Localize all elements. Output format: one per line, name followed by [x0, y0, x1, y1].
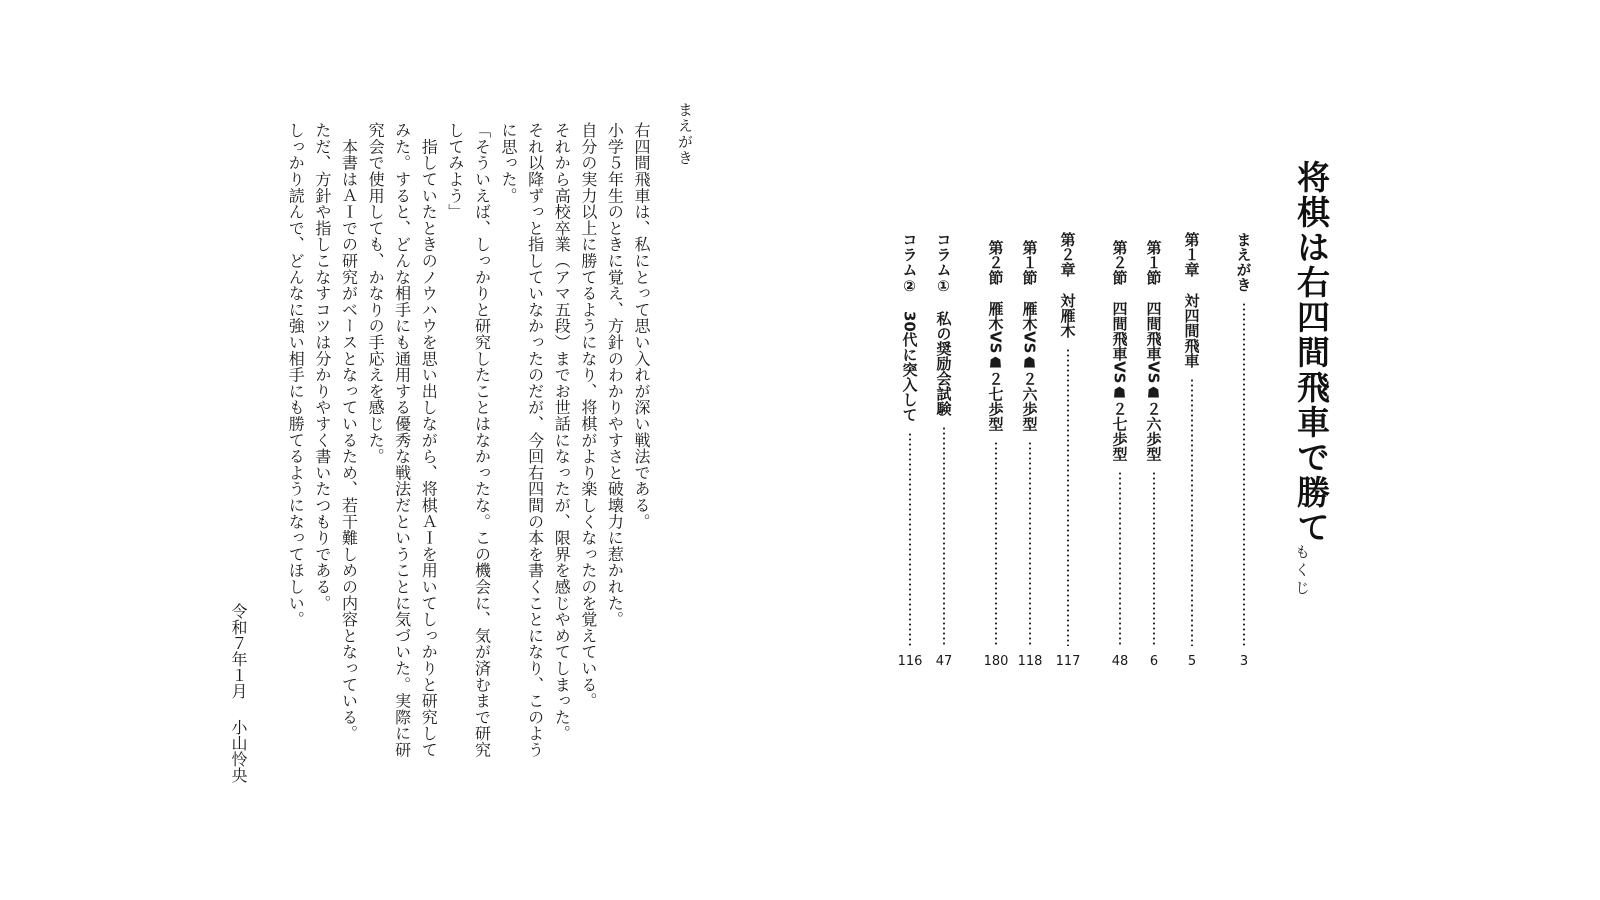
dot-leader [1119, 471, 1121, 646]
dot-leader [1029, 441, 1031, 646]
toc-entry-prefix: 第２章 [1058, 232, 1077, 277]
dot-leader [995, 441, 997, 646]
toc-page-number: 47 [935, 654, 953, 669]
toc-entry-prefix: コラム① [934, 232, 953, 295]
toc-entry-preface[interactable] [1232, 232, 1256, 670]
toc-entry-ch2-section-2[interactable] [984, 232, 1008, 670]
signature [222, 603, 250, 783]
toc-entry-chapter-2[interactable] [1056, 232, 1080, 670]
toc-page-number: 3 [1239, 654, 1249, 669]
preface-paragraph: しっかり読んで、どんなに強い相手にも勝てるようになってほしい。 [286, 122, 306, 628]
toc-page-number: 116 [897, 654, 923, 669]
toc-page-number: 180 [983, 654, 1009, 669]
toc-entry-label: まえがき [1234, 232, 1253, 292]
toc-entry-column-1[interactable] [932, 232, 956, 670]
signature-date: 令和７年１月 [229, 603, 248, 699]
toc-entry-prefix: 第１章 [1182, 232, 1201, 277]
toc-page-number: 6 [1149, 654, 1159, 669]
dot-leader [1191, 378, 1193, 646]
preface-paragraph: それから高校卒業（アマ五段）までお世話になったが、限界を感じやめてしまった。 [552, 122, 572, 742]
preface-paragraph: 右四間飛車は、私にとって思い入れが深い戦法である。 [632, 122, 651, 530]
dot-leader [1153, 471, 1155, 646]
toc-entry-prefix: コラム② [900, 232, 919, 295]
toc-entry-label: 30代に突入して [900, 311, 919, 422]
preface-paragraph: 本書はＡＩでの研究がベースとなっているため、若干難しめの内容となっている。 [339, 122, 359, 742]
toc-entry-label: 雁木VS☗２七歩型 [986, 301, 1005, 432]
preface-body [268, 122, 654, 762]
toc-entry-label: 対四間飛車 [1182, 293, 1201, 368]
toc-entry-label: 四間飛車VS☗２六歩型 [1144, 301, 1163, 462]
toc-entry-label: 四間飛車VS☗２七歩型 [1110, 301, 1129, 462]
preface-paragraph: 「そういえば、しっかりと研究したことはなかったな。この機会に、気が済むまで研究してみよう」 [445, 122, 492, 758]
toc-entry-chapter-1[interactable] [1180, 232, 1204, 670]
toc-entry-column-2[interactable] [898, 232, 922, 670]
preface-paragraph: 自分の実力以上に勝てるようになり、将棋がより楽しくなったのを覚えている。 [578, 122, 598, 709]
toc-entry-prefix: 第１節 [1020, 240, 1039, 285]
preface-paragraph: それ以降ずっと指していなかったのだが、今回右四間の本を書くことになり、このように思った。 [499, 122, 545, 758]
preface-heading: まえがき [676, 102, 694, 166]
toc-entry-prefix: 第２節 [1110, 240, 1129, 285]
preface-paragraph: 指していたときのノウハウを思い出しながら、将棋ＡＩを用いてしっかりと研究してみた。すると、どんな相手にも通用する優秀な戦法だということに気づいた。実際に研究会で使用しても、かなりの手応えを感じた。 [366, 122, 439, 758]
toc-entry-ch1-section-1[interactable] [1142, 232, 1166, 670]
toc-entry-prefix: 第２節 [986, 240, 1005, 285]
toc-entry-label: 雁木VS☗２六歩型 [1020, 301, 1039, 432]
toc-page [800, 0, 1600, 900]
toc-entry-ch1-section-2[interactable] [1108, 232, 1132, 670]
toc-page-number: 118 [1017, 654, 1043, 669]
toc-entry-label: 私の奨励会試験 [934, 311, 953, 416]
dot-leader [1067, 348, 1069, 646]
dot-leader [1243, 302, 1245, 646]
book-title: 将棋は右四間飛車で勝て [1292, 160, 1331, 545]
preface-paragraph: ただ、方針や指しこなすコツは分かりやすく書いたつもりである。 [312, 122, 332, 611]
toc-page-number: 5 [1187, 654, 1197, 669]
toc-entry-ch2-section-1[interactable] [1018, 232, 1042, 670]
toc-entry-prefix: 第１節 [1144, 240, 1163, 285]
dot-leader [943, 426, 945, 646]
dot-leader [909, 432, 911, 646]
toc-page-number: 117 [1055, 654, 1081, 669]
preface-paragraph: 小学５年生のときに覚え、方針のわかりやすさと破壊力に惹かれた。 [605, 122, 625, 628]
signature-author: 小山怜央 [229, 719, 248, 783]
toc-page-number: 48 [1111, 654, 1129, 669]
toc-label: もくじ [1293, 544, 1311, 598]
toc-entry-label: 対雁木 [1058, 293, 1077, 338]
